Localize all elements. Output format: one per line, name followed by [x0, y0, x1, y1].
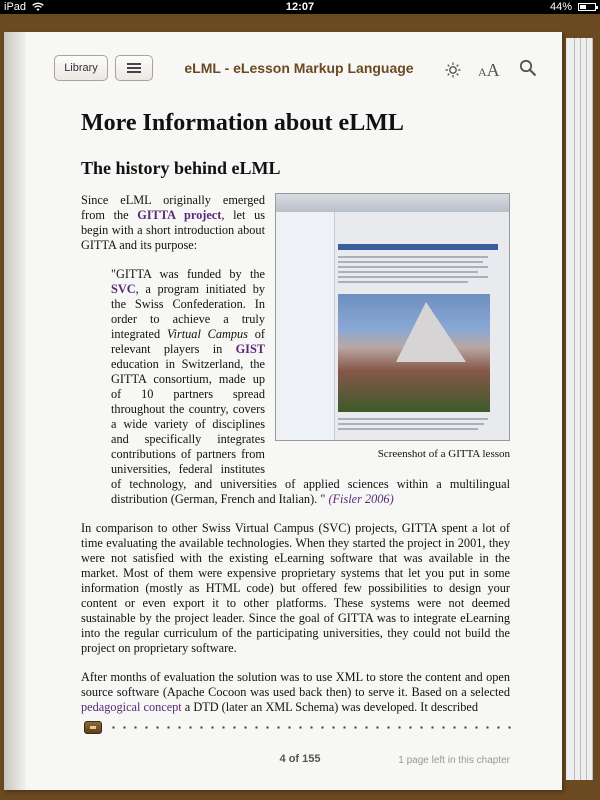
library-button[interactable]: Library: [54, 55, 108, 81]
page-edge: [566, 38, 575, 780]
page-content: [81, 110, 510, 715]
font-big-label: A: [486, 60, 500, 80]
svc-link[interactable]: SVC: [111, 282, 136, 296]
reader-toolbar: [4, 32, 562, 92]
intro-paragraph: Since eLML originally emerged from the GITTA project, let us begin with a short introduction about GITTA and its purpose:: [81, 193, 265, 252]
search-icon[interactable]: [519, 59, 537, 77]
book-title: eLML - eLesson Markup Language: [184, 60, 414, 76]
gitta-quote: "GITTA was funded by the SVC, a program initiated by the Swiss Confederation. In order to achieve a truly integrated Virtual Campus of relevant players in GIST education in Switzerland, the GITTA consortium, made up of 10 partners spread throughout the country, covers a wide variety of disciplines and specifically integrates contributions of partners from universities, federal institutes of technology, and universities of applied sciences within a multilingual distribution (German, French and Italian). " (Fisler 2006): [111, 267, 510, 506]
battery-percent: 44%: [549, 1, 572, 13]
page-scrubber[interactable]: [84, 721, 514, 735]
list-icon: [127, 63, 141, 73]
brightness-icon[interactable]: [445, 62, 461, 78]
table-of-contents-button[interactable]: [115, 55, 153, 81]
page-number: 4 of 155: [279, 753, 321, 765]
scrubber-thumb[interactable]: [84, 721, 102, 734]
section-heading: The history behind eLML: [81, 158, 281, 178]
battery-icon: [578, 3, 596, 11]
book-frame: [0, 14, 600, 800]
status-bar: [0, 0, 600, 14]
gitta-project-link[interactable]: GITTA project: [137, 208, 222, 222]
figure-caption: Screenshot of a GITTA lesson: [377, 448, 510, 460]
gist-link[interactable]: GIST: [235, 342, 265, 356]
body-paragraph: In comparison to other Swiss Virtual Campus (SVC) projects, GITTA spent a lot of time evaluating the available technologies. When they started the project in 2001, they were not satisfied with the existing eLearning software that was available in the market. Most of them were expensive proprietary systems that let you put in some information (mostly as HTML code) but offered few possibilities to design your content or even export it to other platforms. These systems were not deemed sustainable by the project leader. Since the goal of GITTA was to integrate eLearning into the regular curriculum of the participating universities, they could not build the project on proprietary software.: [81, 521, 510, 655]
font-size-icon[interactable]: [478, 60, 500, 81]
fisler-citation-link[interactable]: (Fisler 2006): [328, 492, 394, 506]
page-title: More Information about eLML: [81, 110, 404, 136]
lesson-figure[interactable]: [275, 193, 510, 460]
body-paragraph: After months of evaluation the solution was to use XML to store the content and open source software (Apache Cocoon was used back then) to serve it. Based on a selected pedagogical concept a DTD (later an XML Schema) was developed. It described: [81, 670, 510, 714]
scrubber-track[interactable]: [108, 726, 512, 729]
pages-left-label: 1 page left in this chapter: [398, 755, 510, 766]
clock: 12:07: [285, 1, 315, 13]
book-page[interactable]: [4, 32, 562, 790]
carrier-label: iPad: [4, 1, 27, 13]
pedagogical-concept-link[interactable]: pedagogical concept: [81, 700, 182, 714]
gitta-screenshot-image: [275, 193, 510, 441]
font-small-label: A: [478, 65, 487, 79]
